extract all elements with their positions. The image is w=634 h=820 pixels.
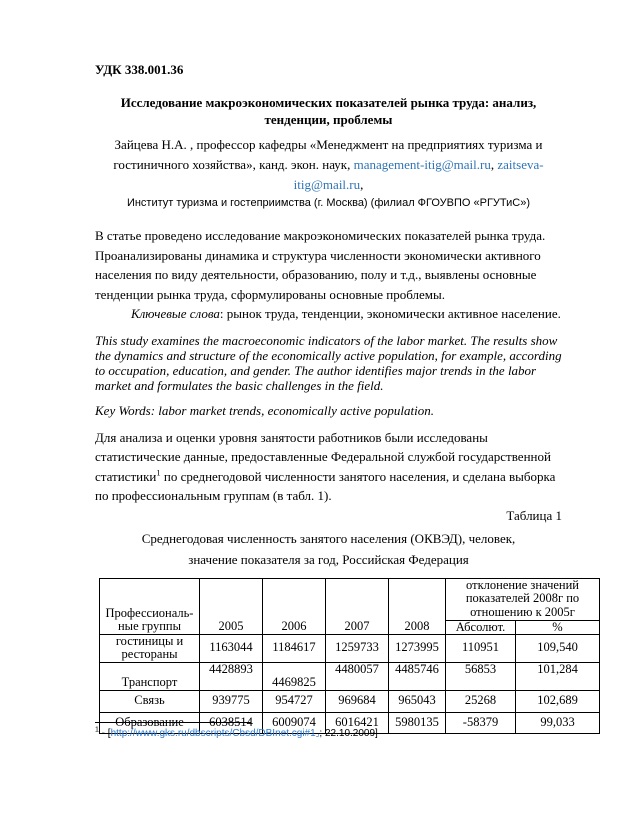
- cell-absolute: 110951: [446, 634, 516, 662]
- cell-2007: 1259733: [326, 634, 389, 662]
- cell-group: Связь: [100, 690, 200, 712]
- cell-percent: 102,689: [516, 690, 600, 712]
- cell-2005: 4428893: [200, 662, 263, 690]
- cell-absolute: -58379: [446, 712, 516, 733]
- cell-percent: 109,540: [516, 634, 600, 662]
- cell-2005: 939775: [200, 690, 263, 712]
- footnote-text: [95, 727, 562, 741]
- footnote-reference: 1: [156, 467, 161, 478]
- cell-group: Транспорт: [100, 662, 200, 690]
- keywords-russian-label: Ключевые слова: [131, 306, 220, 321]
- header-year-2007: 2007: [326, 578, 389, 634]
- footnote-separator: [95, 722, 251, 723]
- footnote-suffix: ; 22.10.2009]: [319, 728, 378, 739]
- cell-2006: 1184617: [263, 634, 326, 662]
- cell-2007: 969684: [326, 690, 389, 712]
- email-separator: ,: [490, 157, 498, 172]
- keywords-russian-text: : рынок труда, тенденции, экономически активное население.: [219, 306, 561, 321]
- cell-2005: 6038514: [200, 712, 263, 733]
- header-deviation: отклонение значений показателей 2008г по отношению к 2005г: [446, 578, 600, 620]
- table-caption-line-2: значение показателя за год, Российская Федерация: [188, 551, 469, 567]
- cell-2006: 6009074: [263, 712, 326, 733]
- header-absolute: Абсолют.: [446, 620, 516, 634]
- table-number-label: Таблица 1: [506, 507, 562, 523]
- email-link-1[interactable]: management-itig@mail.ru: [353, 157, 491, 172]
- cell-group: Образование: [100, 712, 200, 733]
- footnote-block: [95, 722, 562, 741]
- table-row-communications: [100, 690, 600, 712]
- cell-2008: 4485746: [389, 662, 446, 690]
- cell-absolute: 56853: [446, 662, 516, 690]
- email-link-2[interactable]: zaitseva-itig@mail.ru: [293, 157, 544, 192]
- cell-2006: 4469825: [263, 662, 326, 690]
- footnote-prefix: - [: [98, 728, 111, 739]
- author-text: Зайцева Н.А. , профессор кафедры «Менеджмент на предприятиях туризма и гостиничного хозяйства», канд. экон. наук,: [113, 137, 543, 172]
- cell-2008: 1273995: [389, 634, 446, 662]
- header-year-2005: 2005: [200, 578, 263, 634]
- keywords-russian: [95, 304, 562, 324]
- employment-table: [99, 578, 600, 734]
- table-row-transport: [100, 662, 600, 690]
- header-professional-groups-line2: ные группы: [117, 619, 181, 633]
- cell-2007: 6016421: [326, 712, 389, 733]
- keywords-english: Key Words: labor market trends, economically active population.: [95, 402, 435, 418]
- footnote-artifact-glyph: ⌟: [315, 729, 320, 738]
- author-trailing-comma: ,: [360, 177, 364, 192]
- article-title: Исследование макроэкономических показателей рынка труда: анализ, тенденции, проблемы: [120, 95, 537, 127]
- header-year-2008: 2008: [389, 578, 446, 634]
- table-caption-line-1: Среднегодовая численность занятого населения (ОКВЭД), человек,: [141, 530, 516, 546]
- udc-code: УДК 338.001.36: [95, 62, 184, 77]
- document-content: [95, 62, 580, 734]
- body-text-1: Для анализа и оценки уровня занятости работников были исследованы статистические данные, предоставленные Федеральной службой государственной статистики: [95, 429, 551, 484]
- cell-2008: 965043: [389, 690, 446, 712]
- cell-2008: 5980135: [389, 712, 446, 733]
- table-header-row-1: [100, 578, 600, 620]
- cell-absolute: 25268: [446, 690, 516, 712]
- header-professional-groups-line1: Профессиональ-: [105, 605, 194, 620]
- header-year-2006: 2006: [263, 578, 326, 634]
- header-percent: %: [516, 620, 600, 634]
- cell-group: гостиницы и рестораны: [100, 634, 200, 662]
- cell-percent: 101,284: [516, 662, 600, 690]
- body-text-2: по среднегодовой численности занятого населения, и сделана выборка по профессиональным группам (в табл. 1).: [95, 468, 556, 503]
- abstract-russian: В статье проведено исследование макроэкономических показателей рынка труда. Проанализированы динамика и структура численности экономически активного населения по виду деятельности, образованию, полу и т.д., выявлены основные тенденции рынка труда, сформулированы основные проблемы.: [95, 228, 546, 302]
- table-caption: [95, 528, 562, 570]
- cell-percent: 99,033: [516, 712, 600, 733]
- footnote-number: 1: [95, 726, 99, 734]
- author-block: [95, 135, 562, 212]
- affiliation: Институт туризма и гостеприимства (г. Москва) (филиал ФГОУВПО «РГУТиС»): [126, 197, 531, 209]
- footnote-url-link[interactable]: http://www.gks.ru/dbscripts/Cbsd/DBInet.cgi#1: [110, 728, 316, 739]
- cell-2007: 4480057: [326, 662, 389, 690]
- cell-2005: 1163044: [200, 634, 263, 662]
- abstract-english: This study examines the macroeconomic indicators of the labor market. The results show the dynamics and structure of the economically active population, for example, according to occupation, education, and gender. The author identifies major trends in the labor market and formulates the basic challenges in the field.: [95, 332, 562, 393]
- body-paragraph: [95, 428, 562, 506]
- cell-2006: 954727: [263, 690, 326, 712]
- table-row-hotels-restaurants: [100, 634, 600, 662]
- header-professional-groups: [100, 578, 200, 634]
